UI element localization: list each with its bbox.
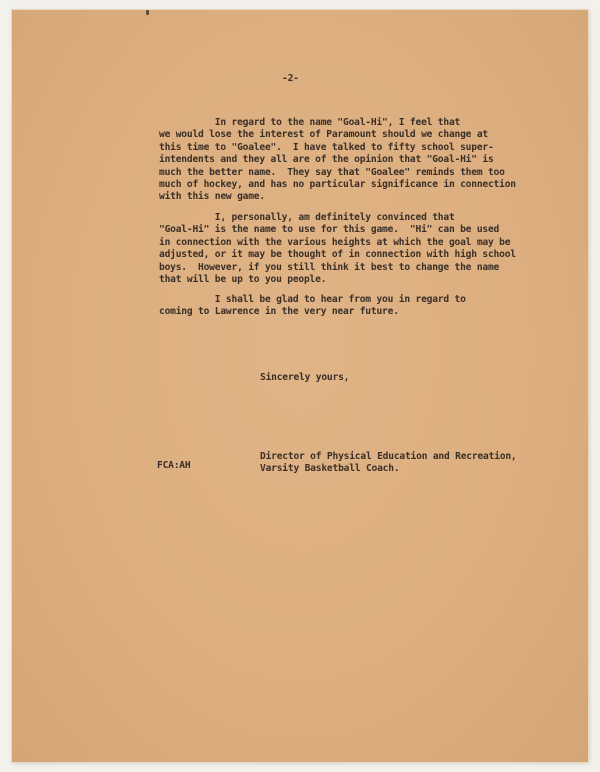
paper-speck [146, 10, 149, 15]
signature-title: Varsity Basketball Coach. [260, 463, 400, 475]
signature-title: Director of Physical Education and Recreation, [260, 451, 517, 462]
letter-page [12, 10, 588, 762]
signature-block [260, 451, 517, 476]
text-line: much the better name. They say that "Goalee" reminds them too [159, 166, 505, 178]
paragraph-name-choice [159, 117, 516, 204]
text-line: we would lose the interest of Paramount should we change at [159, 129, 488, 141]
text-line: that will be up to you people. [159, 274, 327, 286]
paragraph-conviction [159, 212, 516, 286]
text-line: "Goal-Hi" is the name to use for this game. "Hi" can be used [159, 224, 500, 236]
text-line: I, personally, am definitely convinced that [159, 212, 455, 223]
text-line: boys. However, if you still think it best to change the name [159, 261, 500, 273]
text-line: in connection with the various heights at which the goal may be [159, 236, 511, 248]
text-line: this time to "Goalee". I have talked to fifty school super- [159, 141, 494, 153]
text-line: adjusted, or it may be thought of in connection with high school [159, 249, 516, 261]
closing: Sincerely yours, [260, 372, 350, 383]
text-line: In regard to the name "Goal-Hi", I feel that [159, 117, 461, 128]
text-line: coming to Lawrence in the very near future. [159, 306, 399, 318]
text-line: with this new game. [159, 191, 265, 203]
page-number: -2- [282, 73, 299, 84]
paragraph-visit [159, 294, 466, 319]
text-line: intendents and they all are of the opinion that "Goal-Hi" is [159, 154, 494, 166]
text-line: I shall be glad to hear from you in regard to [159, 294, 466, 305]
reference-initials: FCA:AH [157, 460, 191, 471]
text-line: much of hockey, and has no particular significance in connection [159, 179, 516, 191]
